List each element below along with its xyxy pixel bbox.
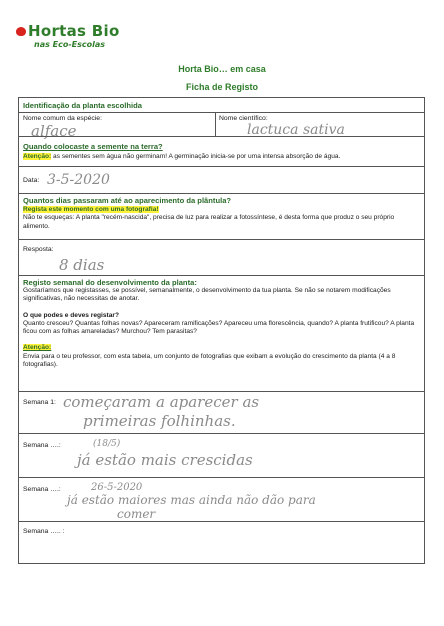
week-entry-line: começaram a aparecer as (63, 393, 260, 411)
weekly-info-row (19, 275, 424, 391)
answer-label: Resposta: (23, 246, 54, 253)
date-value: 3-5-2020 (47, 172, 110, 188)
sowing-row (19, 136, 424, 166)
sowing-question: Quando colocaste a semente na terra? (23, 142, 163, 151)
page-title: Horta Bio… em casa (178, 64, 266, 74)
week-note: 26-5-2020 (91, 482, 143, 493)
species-row (19, 112, 424, 140)
week-entry-line: já estão maiores mas ainda não dão para (67, 493, 316, 507)
week-note: (18/5) (93, 439, 121, 449)
scientific-name-value: lactuca sativa (247, 122, 345, 138)
photo-note: Regista este momento com uma fotografia! (23, 206, 159, 213)
week-label: Semana ….: (23, 442, 61, 449)
ladybug-icon (16, 27, 26, 36)
answer-value: 8 dias (59, 256, 105, 274)
what-heading: O que podes e deves registar? (23, 311, 120, 319)
week-row (19, 391, 424, 433)
week-row (19, 477, 424, 521)
record-sheet (18, 97, 425, 564)
sowing-attention-text: as sementes sem água não germinam! A germinação inicia-se por uma intensa absorção de água. (51, 153, 341, 160)
week-entry-line: comer (117, 507, 156, 521)
identification-heading: Identificação da planta escolhida (23, 101, 143, 110)
answer-row (19, 239, 424, 275)
divider (215, 113, 216, 136)
common-name-value: alface (31, 122, 77, 140)
week-row (19, 433, 424, 477)
logo-subtitle: nas Eco-Escolas (34, 40, 106, 49)
days-question: Quantos dias passaram até ao aparecimento da plântula? (23, 196, 232, 205)
week-label: Semana ….: (23, 486, 61, 493)
week-label: Semana ….. : (23, 528, 65, 535)
identification-row (19, 98, 424, 112)
weekly-attention-label: Atenção: (23, 344, 52, 352)
logo-title: Hortas Bio (28, 22, 120, 40)
week-label: Semana 1: (23, 399, 56, 406)
days-row (19, 193, 424, 239)
week-row (19, 521, 424, 564)
weekly-intro: Gostaríamos que registasses, se possível, semanalmente, o desenvolvimento da tua planta. Se não se notarem modificações significativas, não necessitas de anotar. (23, 287, 391, 303)
scientific-name-label: Nome científico: (219, 115, 268, 122)
logo (16, 22, 120, 49)
week-entry-line: já estão mais crescidas (77, 451, 253, 469)
page-subtitle: Ficha de Registo (185, 82, 258, 92)
weekly-attention-text: Envia para o teu professor, com esta tabela, um conjunto de fotografias que exibam a evolução do crescimento da planta (4 a 8 fotografias). (23, 352, 396, 369)
date-label: Data: (23, 177, 40, 184)
days-text: Não te esqueças: A planta "recém-nascida", precisa de luz para realizar a fotossíntese, é desta forma que produz o seu próprio alimento. (23, 214, 395, 230)
common-name-label: Nome comum da espécie: (23, 115, 102, 122)
weekly-heading: Registo semanal do desenvolvimento da planta: (23, 278, 197, 287)
attention-label: Atenção: (23, 153, 52, 160)
what-text: Quanto cresceu? Quantas folhas novas? Apareceram ramificações? Apareceu uma florescência, quando? A planta frutificou? A planta ficou com as folhas amareladas? Murchou? Tem parasitas? (23, 319, 415, 336)
date-row (19, 166, 424, 193)
week-entry-line: primeiras folhinhas. (83, 412, 236, 430)
